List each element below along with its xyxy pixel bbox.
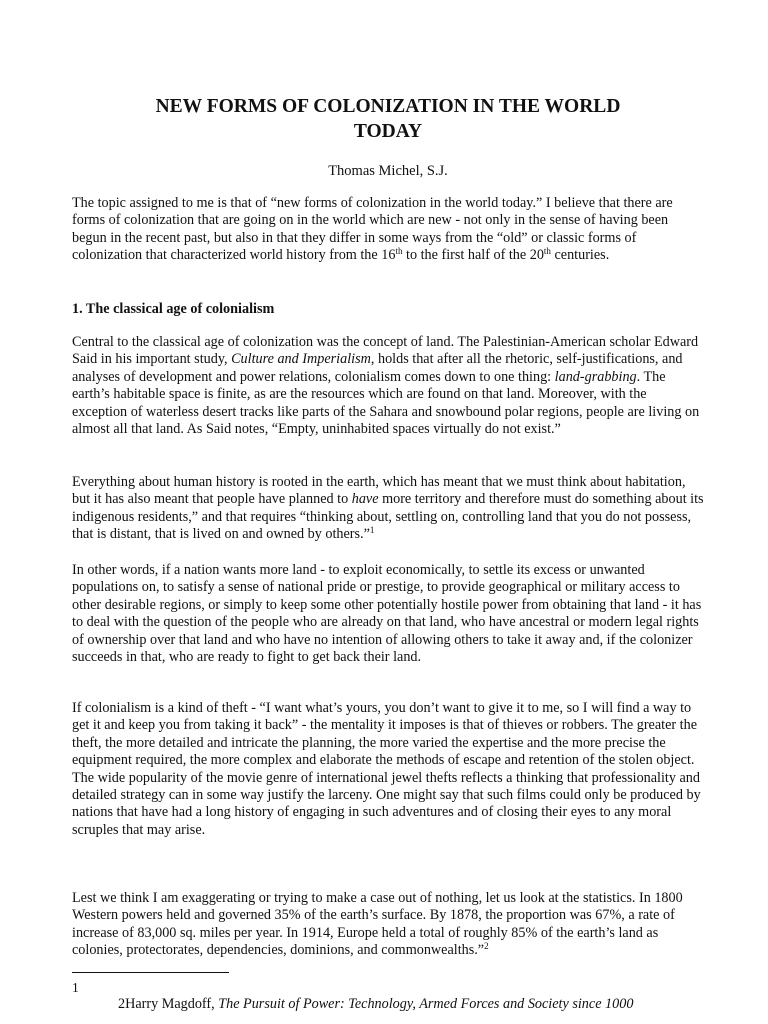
paragraph-earth: Everything about human history is rooted in the earth, which has meant that we must think about habitation, but it has also meant that people have planned to have more territory and therefore must do something about its indigenous residents,” and that requires “thinking about, settling on, controlling land that you do not possess, that is distant, that is lived on and owned by others.”$^1$: [72, 474, 704, 543]
footnote-separator: [72, 972, 229, 973]
paragraph-other-words: In other words, if a nation wants more land - to exploit economically, to settle its excess or unwanted populations on, to satisfy a sense of national pride or prestige, to provide geographical or military access to other desirable regions, or simply to keep some other potentially hostile power from obtaining that land - it has to deal with the question of the people who are already on that land, who have ancestral or modern legal rights of ownership over that land and who have no intention of allowing others to take it away and, if the colonizer succeeds in that, who are ready to fight to get back their land.: [72, 562, 702, 666]
paragraph-theft: If colonialism is a kind of theft - “I want what’s yours, you don’t want to give it to me, so I will find a way to get it and keep you from taking it back” - the mentality it imposes is that of thieves or robbers. The greater the theft, the more detailed and intricate the planning, the more varied the expertise and the more precise the equipment required, the more complex and elaborate the methods of escape and retention of the stolen object. The wide popularity of the movie genre of international jewel thefts reflects a thinking that professionality and detailed strategy can in some way justify the larceny. One might say that such films could only be produced by nations that have had a long history of engaging in such adventures and of closing their eyes to any moral scruples that may arise.: [72, 700, 701, 838]
footnote-1: 1: [72, 980, 79, 995]
document-title: [72, 94, 704, 144]
intro-paragraph: The topic assigned to me is that of “new forms of colonization in the world today.” I believe that there are forms of colonization that are going on in the world which are new - not only in the sense of having been begun in the recent past, but also in that they differ in some ways from the “old” or classic forms of colonization that characterized world history from the 16th to the first half of the 20th centuries.: [72, 195, 673, 264]
footnote-2: 2Harry Magdoff, The Pursuit of Power: Technology, Armed Forces and Society since 1000: [118, 996, 634, 1012]
author-name: Thomas Michel, S.J.: [328, 163, 448, 179]
title-line-1: NEW FORMS OF COLONIZATION IN THE WORLD: [155, 96, 621, 117]
paragraph-land: Central to the classical age of colonization was the concept of land. The Palestinian-American scholar Edward Said in his important study, Culture and Imperialism, holds that after all the rhetoric, self-justifications, and analyses of development and power relations, colonialism comes down to one thing: land-grabbing. The earth’s habitable space is finite, as are the resources which are found on that land. Moreover, with the exception of waterless desert tracks like parts of the Sahara and snowbound polar regions, people are living on almost all that land. As Said notes, “Empty, uninhabited spaces virtually do not exist.”: [72, 334, 700, 438]
title-line-2: TODAY: [353, 121, 423, 142]
section-heading: 1. The classical age of colonialism: [72, 301, 275, 317]
paragraph-statistics: Lest we think I am exaggerating or trying to make a case out of nothing, let us look at the statistics. In 1800 Western powers held and governed 35% of the earth’s surface. By 1878, the proportion was 67%, a rate of increase of 83,000 sq. miles per year. In 1914, Europe held a total of roughly 85% of the earth’s land as colonies, protectorates, dependencies, dominions, and commonwealths.”$^2$: [72, 890, 683, 959]
